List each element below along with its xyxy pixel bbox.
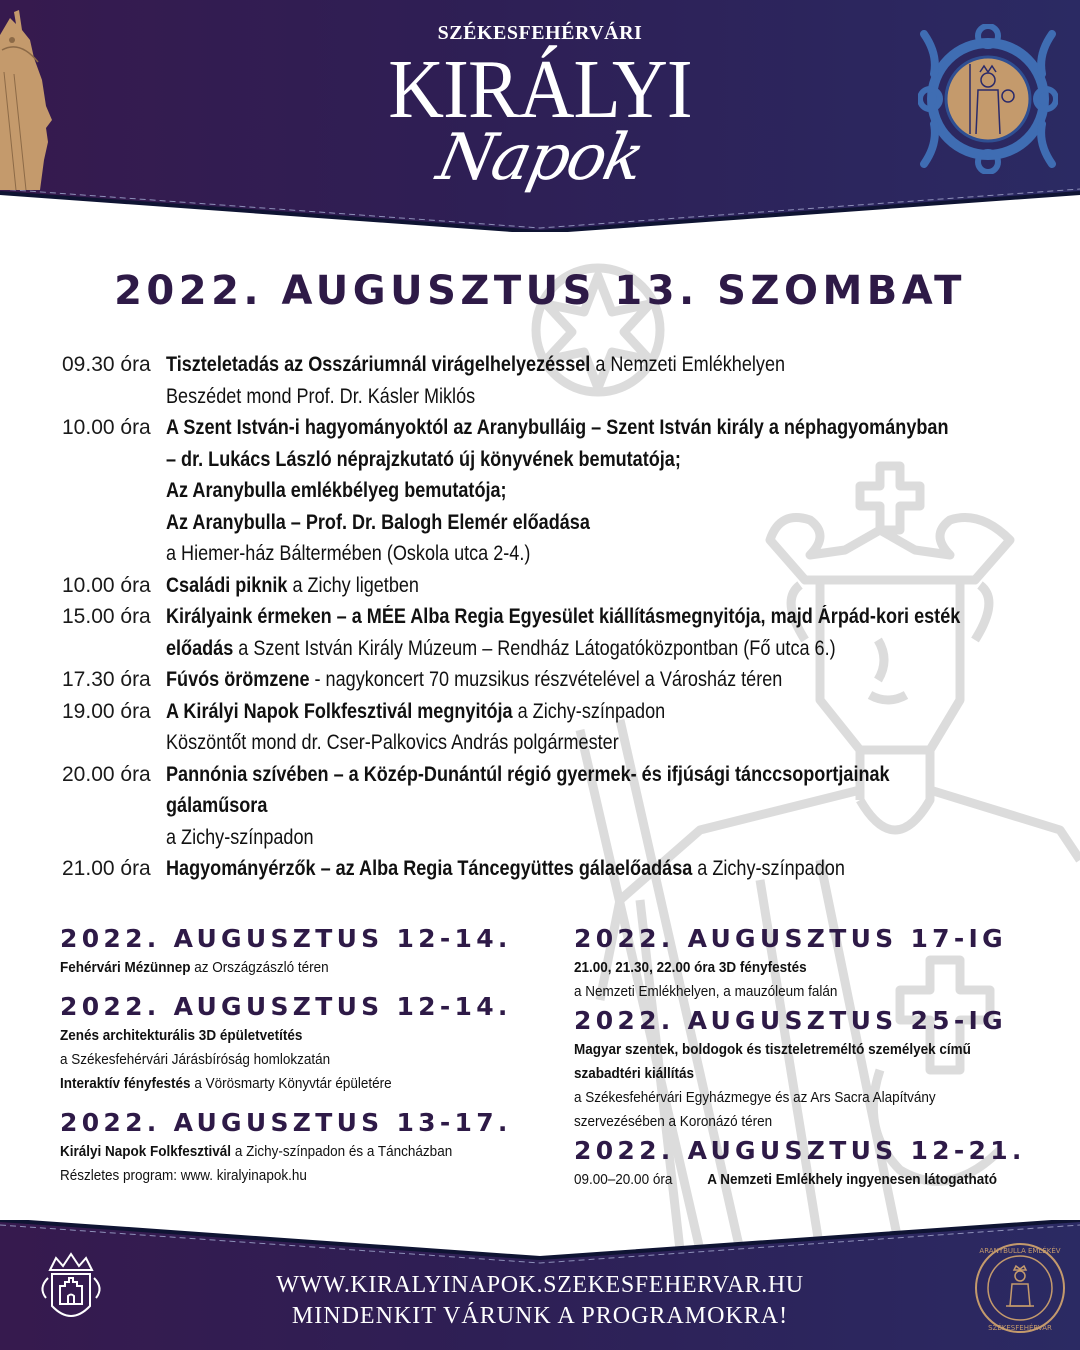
- schedule-row: [62, 412, 1052, 570]
- event-location: a Hiemer-ház Báltermében (Oskola utca 2-4.): [166, 542, 531, 565]
- event-location: a Székesfehérvári Egyházmegye és az Ars Sacra Alapítvány: [574, 1089, 936, 1106]
- event-location: a Zichy-színpadon és a Táncházban: [231, 1143, 453, 1160]
- event-location: a Szent István Király Múzeum – Rendház Látogatóközpontban (Fő utca 6.): [233, 636, 836, 660]
- event-title: A Királyi Napok Folkfesztivál megnyitója: [166, 699, 513, 723]
- event-location: a Nemzeti Emlékhelyen, a mauzóleum falán: [574, 983, 838, 1000]
- schedule-time: 20.00 óra: [62, 762, 151, 786]
- event-location: a Zichy-színpadon: [166, 825, 314, 849]
- schedule-row: [62, 570, 1052, 602]
- aranybulla-seal-icon: [972, 1240, 1068, 1336]
- event-date-heading: 2022. AUGUSZTUS 25-IG: [574, 1006, 1007, 1035]
- schedule-time: 15.00 óra: [62, 605, 151, 628]
- event-note: Beszédet mond Prof. Dr. Kásler Miklós: [166, 384, 476, 408]
- schedule-description: [166, 412, 1076, 570]
- event-title: 21.00, 21.30, 22.00 óra 3D fényfestés: [574, 959, 807, 976]
- event-title: Hagyományérzők – az Alba Regia Táncegyüttes gálaelőadása: [166, 857, 693, 880]
- event-title: Fúvós örömzene: [166, 668, 310, 691]
- event-title: – dr. Lukács László néprajzkutató új könyvének bemutatója;: [166, 447, 681, 471]
- schedule-description: [166, 696, 1052, 759]
- event-location: a Zichy-színpadon: [512, 699, 666, 723]
- event-location: - nagykoncert 70 muzsikus részvételével a Városház téren: [309, 668, 783, 691]
- event-title: Pannónia szívében – a Közép-Dunántúl régió gyermek- és ifjúsági tánccsoportjainak: [166, 762, 890, 786]
- event-title: Családi piknik: [166, 573, 288, 597]
- schedule-time: 21.00 óra: [62, 857, 151, 880]
- event-note: Köszöntőt mond dr. Cser-Palkovics András polgármester: [166, 731, 619, 754]
- event-date-heading: 2022. AUGUSZTUS 12-14.: [60, 992, 512, 1021]
- event-title: Interaktív fényfestés: [60, 1075, 191, 1092]
- schedule-time: 10.00 óra: [62, 416, 151, 439]
- event-title: Magyar szentek, boldogok és tiszteletreméltó személyek című: [574, 1041, 971, 1058]
- schedule-row: [62, 853, 1052, 885]
- event-location: a Zichy-színpadon: [692, 857, 845, 880]
- schedule-list: [62, 349, 1052, 885]
- schedule-description: [166, 853, 1052, 885]
- schedule-row: [62, 759, 1052, 854]
- schedule-row: [62, 601, 1052, 664]
- schedule-row: [62, 349, 1052, 412]
- schedule-description: [166, 759, 1052, 854]
- schedule-time: 10.00 óra: [62, 573, 151, 597]
- event-location: a Székesfehérvári Járásbíróság homlokzatán: [60, 1051, 331, 1068]
- event-date-heading: 2022. AUGUSZTUS 12-14.: [60, 924, 512, 953]
- event-title: Az Aranybulla – Prof. Dr. Balogh Elemér előadása: [166, 510, 590, 534]
- event-date-heading: 2022. AUGUSZTUS 12-21.: [574, 1136, 1026, 1165]
- event-location: a Vörösmarty Könyvtár épületére: [190, 1075, 392, 1092]
- event-title: A Nemzeti Emlékhely ingyenesen látogatható: [707, 1171, 998, 1188]
- schedule-time: 17.30 óra: [62, 668, 151, 691]
- schedule-description: [166, 664, 1052, 696]
- seal-text: ARANYBULLA EMLÉKÉV: [979, 1247, 1061, 1255]
- event-title: A Szent István-i hagyományoktól az Aranybulláig – Szent István király a néphagyományban: [166, 416, 949, 439]
- seal-text: SZÉKESFEHÉRVÁR: [988, 1324, 1052, 1332]
- event-location: szervezésében a Koronázó téren: [574, 1113, 773, 1130]
- event-title: gálaműsora: [166, 794, 268, 817]
- event-title: Királyaink érmeken – a MÉE Alba Regia Egyesület kiállításmegnyitója, majd Árpád-kori esték: [166, 605, 961, 628]
- event-location: a Zichy ligetben: [287, 573, 419, 597]
- event-title: Fehérvári Mézünnep: [60, 959, 191, 976]
- schedule-row: [62, 664, 1052, 696]
- event-title: előadás: [166, 636, 234, 660]
- schedule-description: [166, 601, 1080, 664]
- event-title: Az Aranybulla emlékbélyeg bemutatója;: [166, 479, 507, 502]
- event-location: a Nemzeti Emlékhelyen: [590, 353, 786, 376]
- schedule-row: [62, 696, 1052, 759]
- main-date-title: 2022. AUGUSZTUS 13. SZOMBAT: [114, 268, 966, 314]
- event-title: Zenés architekturális 3D épületvetítés: [60, 1027, 303, 1044]
- event-title: Tiszteletadás az Osszáriumnál virágelhelyezéssel: [166, 353, 591, 376]
- event-date-heading: 2022. AUGUSZTUS 17-IG: [574, 924, 1007, 953]
- brand-city: SZÉKESFEHÉRVÁRI: [437, 22, 643, 44]
- website-url[interactable]: WWW.KIRALYINAPOK.SZEKESFEHERVAR.HU: [276, 1272, 804, 1298]
- event-time: 09.00–20.00 óra: [574, 1171, 673, 1188]
- brand-title: KIRÁLYI: [388, 43, 692, 136]
- schedule-time: 19.00 óra: [62, 699, 151, 723]
- side-events-right: [574, 922, 1054, 1192]
- schedule-time: 09.30 óra: [62, 353, 151, 376]
- brand-subtitle: Napok: [430, 121, 650, 195]
- event-date-heading: 2022. AUGUSZTUS 13-17.: [60, 1108, 512, 1137]
- footer-tagline: MINDENKIT VÁRUNK A PROGRAMOKRA!: [291, 1303, 789, 1329]
- event-title: Királyi Napok Folkfesztivál: [60, 1143, 232, 1160]
- event-title: szabadtéri kiállítás: [574, 1065, 695, 1082]
- side-events-left: [60, 922, 540, 1188]
- schedule-description: [166, 570, 1052, 602]
- program-link-text: Részletes program: www. kiralyinapok.hu: [60, 1167, 307, 1184]
- event-location: az Országzászló téren: [190, 959, 329, 976]
- schedule-description: [166, 349, 1052, 412]
